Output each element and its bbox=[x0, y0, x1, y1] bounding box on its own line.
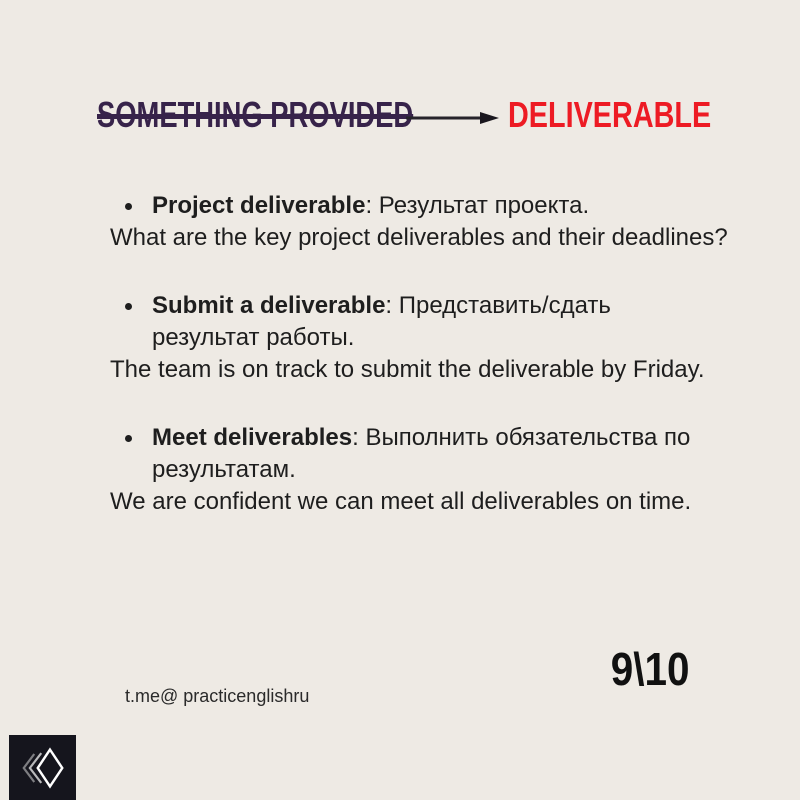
term-label: Meet deliverables bbox=[152, 424, 353, 451]
term-translation: : Выполнить обязательства по результатам. bbox=[152, 424, 691, 483]
bullet-icon bbox=[125, 203, 132, 210]
example-sentence: The team is on track to submit the deliverable by Friday. bbox=[110, 356, 705, 383]
term-label: Project deliverable bbox=[152, 192, 366, 219]
term-and-translation bbox=[152, 190, 589, 222]
term-label: Submit a deliverable bbox=[152, 292, 386, 319]
example-sentence: What are the key project deliverables and their deadlines? bbox=[110, 224, 728, 251]
logo-box bbox=[9, 735, 76, 800]
term-row bbox=[110, 190, 750, 222]
example-sentence: We are confident we can meet all deliverables on time. bbox=[110, 488, 692, 515]
list-item bbox=[110, 290, 750, 386]
term-row bbox=[110, 290, 750, 354]
bullet-icon bbox=[125, 435, 132, 442]
term-row bbox=[110, 422, 750, 486]
bullet-icon bbox=[125, 303, 132, 310]
term-translation: : Представить/сдать результат работы. bbox=[152, 292, 611, 351]
right-arrow-icon bbox=[406, 108, 502, 128]
old-term: SOMETHING PROVIDED bbox=[97, 94, 414, 135]
header bbox=[0, 0, 800, 150]
term-translation: : Результат проекта. bbox=[365, 192, 590, 219]
term-and-translation bbox=[152, 422, 697, 486]
new-term: DELIVERABLE bbox=[508, 94, 712, 135]
channel-handle: t.me@ practicenglishru bbox=[125, 686, 310, 706]
page-number: 9\10 bbox=[611, 643, 690, 695]
diamond-icon bbox=[15, 740, 71, 796]
list-item bbox=[110, 190, 750, 254]
definitions-list bbox=[110, 190, 750, 518]
term-and-translation bbox=[152, 290, 697, 354]
list-item bbox=[110, 422, 750, 518]
